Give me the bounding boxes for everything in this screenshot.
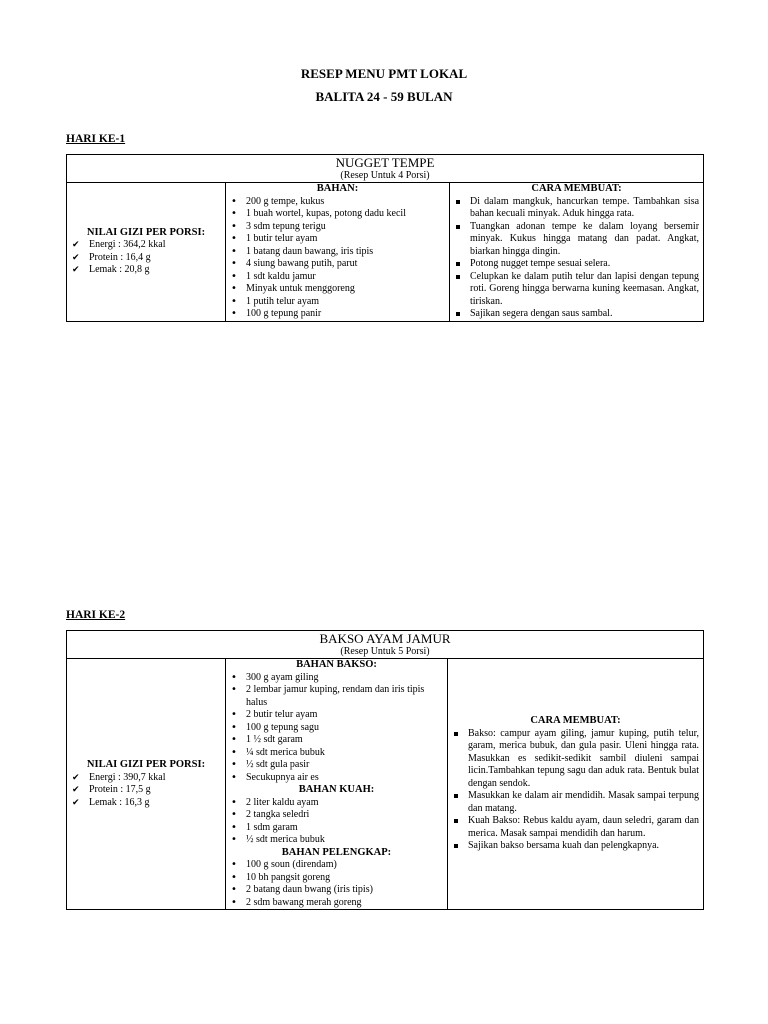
ingredient-item: • ¼ sdt merica bubuk <box>226 747 447 760</box>
recipe-body-row <box>67 659 704 910</box>
broth-item: • 2 liter kaldu ayam <box>226 797 447 810</box>
ingredient-item: • 300 g ayam giling <box>226 672 447 685</box>
nutrition-item: ✔ Lemak : 16,3 g <box>70 797 222 810</box>
ingredient-item: • 4 siung bawang putih, parut <box>226 258 449 271</box>
nutrition-list <box>70 772 222 810</box>
day-label: HARI KE-1 <box>66 133 126 145</box>
method-list <box>450 196 703 321</box>
recipe-body-row <box>67 183 704 322</box>
method-step: Potong nugget tempe sesuai selera. <box>450 258 703 271</box>
broth-item: • 2 tangka seledri <box>226 809 447 822</box>
recipe-header <box>67 631 704 659</box>
ingredients-title: BAHAN BAKSO: <box>296 659 377 670</box>
document-subtitle: BALITA 24 - 59 BULAN <box>315 89 453 104</box>
recipe-name: BAKSO AYAM JAMUR <box>319 631 451 646</box>
method-list <box>448 728 703 853</box>
extras-list <box>226 859 447 909</box>
recipe-table-day-2 <box>66 630 704 910</box>
recipe-portion: (Resep Untuk 5 Porsi) <box>340 646 430 657</box>
nutrition-list <box>70 239 222 277</box>
ingredient-item: • 1 batang daun bawang, iris tipis <box>226 246 449 259</box>
ingredient-item: • 3 sdm tepung terigu <box>226 221 449 234</box>
nutrition-cell <box>67 183 226 322</box>
nutrition-item: ✔ Protein : 17,5 g <box>70 784 222 797</box>
recipe-header-row <box>67 155 704 183</box>
broth-item: • 1 sdm garam <box>226 822 447 835</box>
ingredients-title: BAHAN: <box>316 183 359 194</box>
ingredients-cell <box>226 183 450 322</box>
recipe-portion: (Resep Untuk 4 Porsi) <box>340 170 430 181</box>
method-title: CARA MEMBUAT: <box>530 715 621 727</box>
ingredient-item: • 200 g tempe, kukus <box>226 196 449 209</box>
method-step: Sajikan segera dengan saus sambal. <box>450 308 703 321</box>
ingredient-item: • 1 sdt kaldu jamur <box>226 271 449 284</box>
method-cell <box>450 183 704 322</box>
nutrition-item: ✔ Lemak : 20,8 g <box>70 264 222 277</box>
extra-item: • 10 bh pangsit goreng <box>226 872 447 885</box>
broth-item: • ½ sdt merica bubuk <box>226 834 447 847</box>
broth-title: BAHAN KUAH: <box>298 784 375 795</box>
ingredient-item: • 2 butir telur ayam <box>226 709 447 722</box>
day-label: HARI KE-2 <box>66 609 126 621</box>
ingredients-list <box>226 196 449 321</box>
ingredient-item: • Minyak untuk menggoreng <box>226 283 449 296</box>
method-step: Masukkan ke dalam air mendidih. Masak sampai terpung dan matang. <box>448 790 703 815</box>
nutrition-title: NILAI GIZI PER PORSI: <box>86 759 206 770</box>
method-step: Di dalam mangkuk, hancurkan tempe. Tambahkan sisa bahan kecuali minyak. Aduk hingga rata. <box>450 196 703 221</box>
recipe-header-row <box>67 631 704 659</box>
extra-item: • 100 g soun (direndam) <box>226 859 447 872</box>
ingredient-item: • 1 ½ sdt garam <box>226 734 447 747</box>
document-title: RESEP MENU PMT LOKAL <box>300 66 468 81</box>
recipe-table-day-1 <box>66 154 704 322</box>
nutrition-cell <box>67 659 226 910</box>
extra-item: • 2 sdm bawang merah goreng <box>226 897 447 910</box>
nutrition-item: ✔ Energi : 364,2 kkal <box>70 239 222 252</box>
recipe-header <box>67 155 704 183</box>
method-step: Kuah Bakso: Rebus kaldu ayam, daun seledri, garam dan merica. Masak sampai mendidih dan harum. <box>448 815 703 840</box>
broth-list <box>226 797 447 847</box>
method-step: Sajikan bakso bersama kuah dan pelengkapnya. <box>448 840 703 853</box>
recipe-name: NUGGET TEMPE <box>335 155 435 170</box>
method-step: Bakso: campur ayam giling, jamur kuping, putih telur, garam, merica bubuk, dan gula pasir. Uleni hingga rata. Masukkan es sedikit-sedikit sambil diuleni sampai licin.Tambahkan tepung sagu dan aduk rata. Bentuk bulat dengan sendok. <box>448 728 703 791</box>
ingredient-item: • 1 butir telur ayam <box>226 233 449 246</box>
method-step: Celupkan ke dalam putih telur dan lapisi dengan tepung roti. Goreng hingga berwarna kuning keemasan. Angkat, tiriskan. <box>450 271 703 309</box>
ingredient-item: • Secukupnya air es <box>226 772 447 785</box>
ingredients-cell <box>226 659 448 910</box>
ingredient-item: • 2 lembar jamur kuping, rendam dan iris tipis halus <box>226 684 447 709</box>
method-title: CARA MEMBUAT: <box>531 183 622 194</box>
nutrition-title: NILAI GIZI PER PORSI: <box>86 226 206 238</box>
ingredient-item: • ½ sdt gula pasir <box>226 759 447 772</box>
nutrition-item: ✔ Protein : 16,4 g <box>70 252 222 265</box>
nutrition-item: ✔ Energi : 390,7 kkal <box>70 772 222 785</box>
extra-item: • 2 batang daun bwang (iris tipis) <box>226 884 447 897</box>
method-step: Tuangkan adonan tempe ke dalam loyang bersemir minyak. Kukus hingga matang dan padat. Angkat, biarkan hingga dingin. <box>450 221 703 259</box>
extras-title: BAHAN PELENGKAP: <box>281 846 392 858</box>
ingredient-item: • 1 putih telur ayam <box>226 296 449 309</box>
method-cell <box>448 659 704 910</box>
ingredient-item: • 1 buah wortel, kupas, potong dadu kecil <box>226 208 449 221</box>
ingredient-item: • 100 g tepung sagu <box>226 722 447 735</box>
ingredient-item: • 100 g tepung panir <box>226 308 449 321</box>
ingredients-list <box>226 672 447 785</box>
